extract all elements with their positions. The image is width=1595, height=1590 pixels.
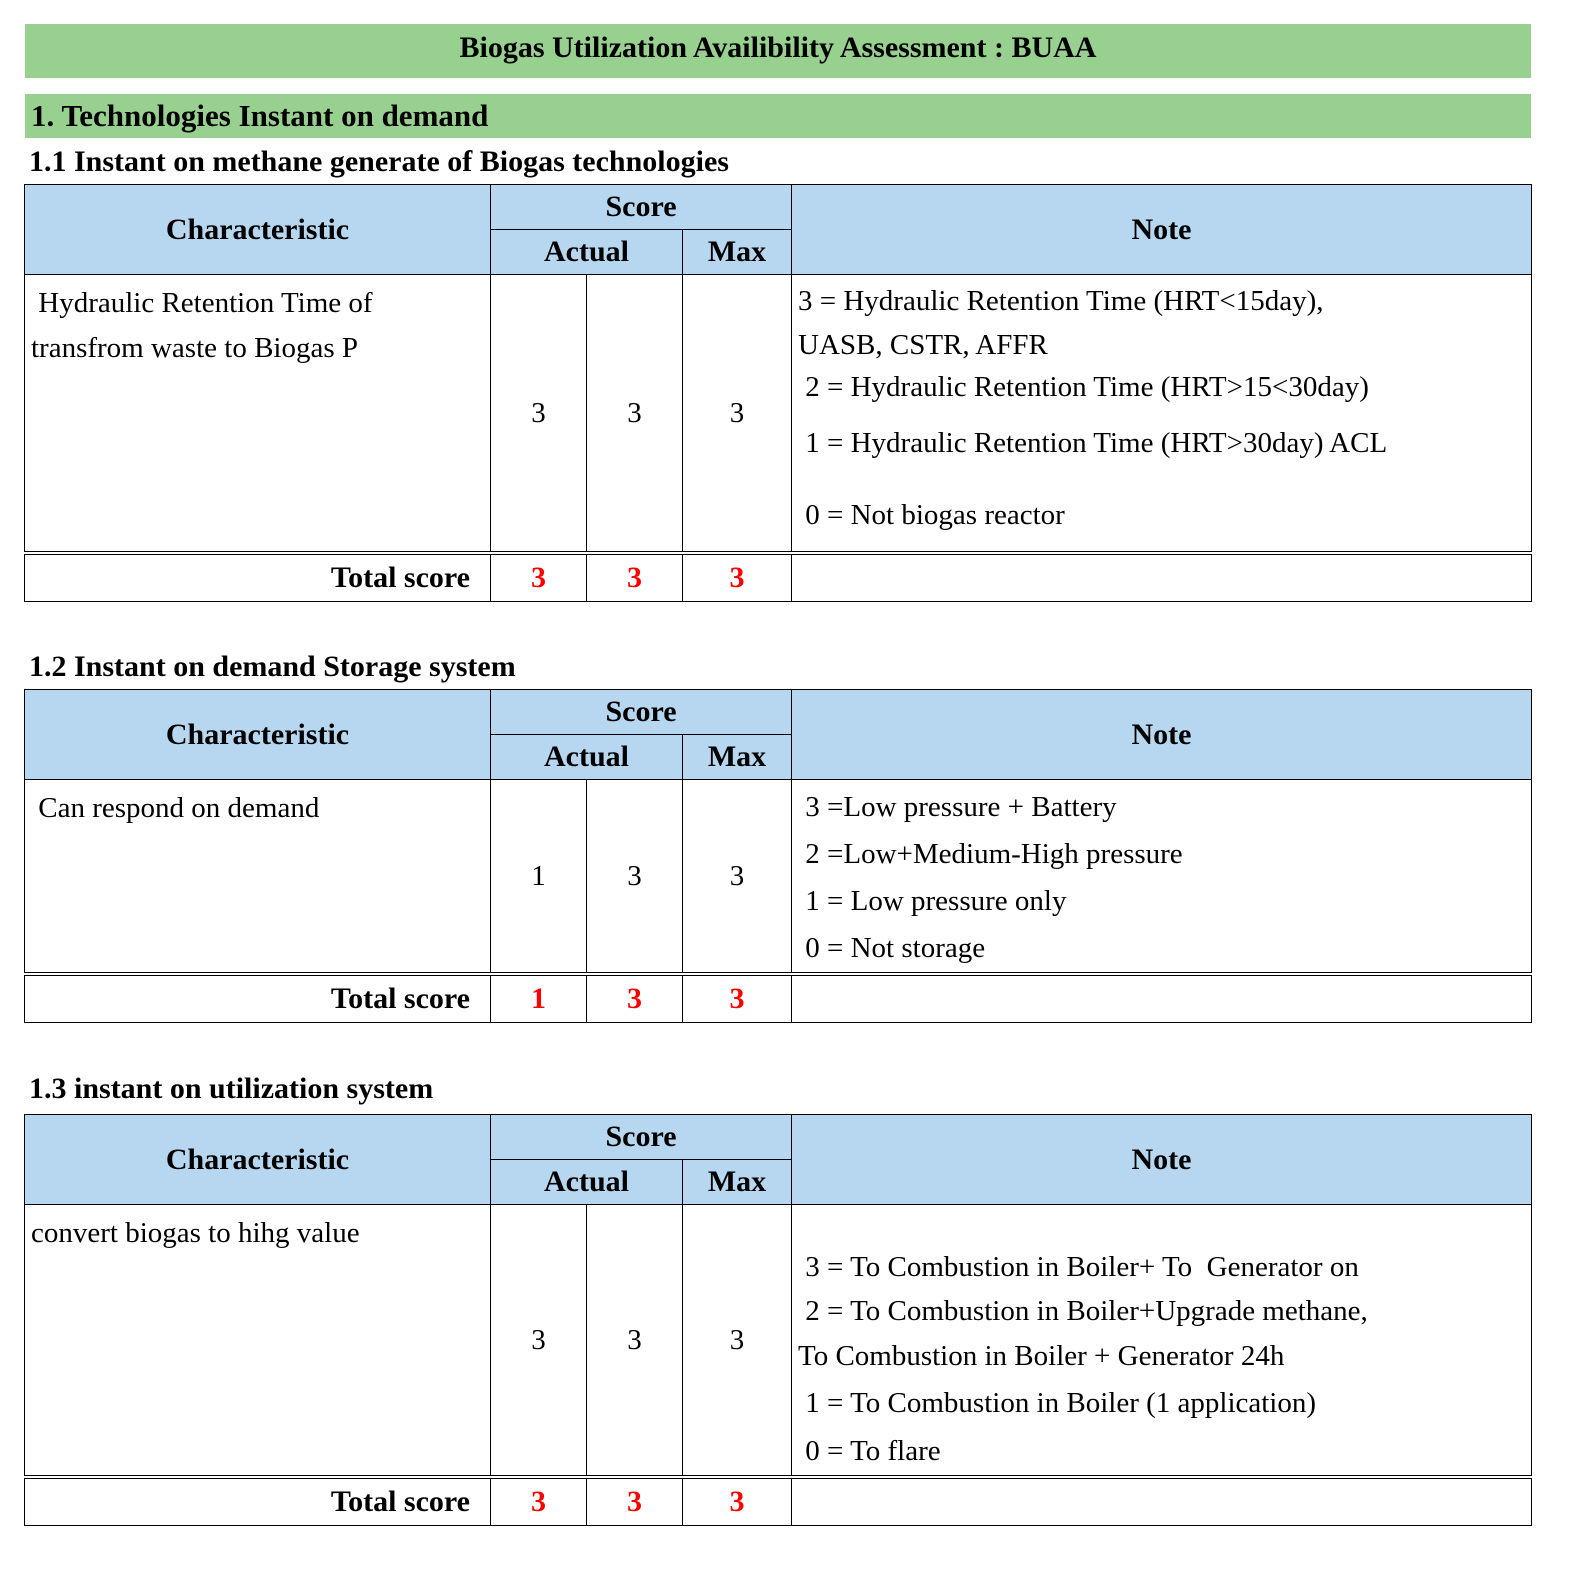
total-actual-2: 3: [587, 1477, 683, 1526]
note-line: 0 = Not biogas reactor: [798, 499, 1065, 531]
section-heading: 1. Technologies Instant on demand: [25, 94, 1531, 138]
characteristic-line: transfrom waste to Biogas P: [31, 332, 359, 364]
total-note-empty: [792, 1477, 1532, 1526]
score-table-1-3: [24, 1114, 1532, 1526]
actual-score-2: 3: [587, 275, 683, 554]
score-table-1-1: [24, 184, 1532, 602]
note-cell: [792, 275, 1532, 554]
total-max: 3: [683, 974, 792, 1023]
note-line: 0 = To flare: [798, 1435, 941, 1467]
note-line: 3 = Hydraulic Retention Time (HRT<15day),: [798, 285, 1324, 317]
header-actual: Actual: [491, 735, 683, 780]
note-line: 1 = Hydraulic Retention Time (HRT>30day) ACL: [798, 427, 1388, 459]
actual-score: 3: [491, 1205, 587, 1478]
total-note-empty: [792, 974, 1532, 1023]
characteristic-line: convert biogas to hihg value: [31, 1217, 360, 1249]
characteristic-line: Hydraulic Retention Time of: [31, 287, 373, 319]
total-actual-2: 3: [587, 974, 683, 1023]
header-score: Score: [491, 1115, 792, 1160]
total-actual: 1: [491, 974, 587, 1023]
total-actual-2: 3: [587, 553, 683, 602]
actual-score: 1: [491, 780, 587, 975]
header-note: Note: [792, 1115, 1532, 1205]
header-score: Score: [491, 185, 792, 230]
total-actual: 3: [491, 1477, 587, 1526]
header-note: Note: [792, 185, 1532, 275]
header-characteristic: Characteristic: [25, 690, 491, 780]
max-score: 3: [683, 780, 792, 975]
score-table-1-2: [24, 689, 1532, 1023]
note-line: 3 = To Combustion in Boiler+ To Generator on: [798, 1251, 1359, 1283]
total-actual: 3: [491, 553, 587, 602]
note-line: 1 = Low pressure only: [798, 885, 1067, 917]
header-characteristic: Characteristic: [25, 185, 491, 275]
characteristic-line: Can respond on demand: [31, 792, 320, 824]
subtitle-1-1: 1.1 Instant on methane generate of Biogas technologies: [29, 145, 729, 178]
note-line: 1 = To Combustion in Boiler (1 application): [798, 1387, 1317, 1419]
header-characteristic: Characteristic: [25, 1115, 491, 1205]
note-line: To Combustion in Boiler + Generator 24h: [798, 1340, 1285, 1372]
actual-score-2: 3: [587, 1205, 683, 1478]
header-max: Max: [683, 735, 792, 780]
header-score: Score: [491, 690, 792, 735]
header-max: Max: [683, 1160, 792, 1205]
note-line: 2 = To Combustion in Boiler+Upgrade methane,: [798, 1295, 1368, 1327]
max-score: 3: [683, 1205, 792, 1478]
note-line: UASB, CSTR, AFFR: [798, 329, 1048, 361]
total-max: 3: [683, 553, 792, 602]
characteristic-cell: [25, 1205, 491, 1478]
total-max: 3: [683, 1477, 792, 1526]
actual-score: 3: [491, 275, 587, 554]
header-note: Note: [792, 690, 1532, 780]
actual-score-2: 3: [587, 780, 683, 975]
note-line: 2 =Low+Medium-High pressure: [798, 838, 1183, 870]
subtitle-1-2: 1.2 Instant on demand Storage system: [29, 650, 516, 683]
note-cell: [792, 780, 1532, 975]
total-note-empty: [792, 553, 1532, 602]
note-line: 2 = Hydraulic Retention Time (HRT>15<30day): [798, 371, 1369, 403]
characteristic-cell: [25, 275, 491, 554]
note-line: 3 =Low pressure + Battery: [798, 791, 1117, 823]
note-cell: [792, 1205, 1532, 1478]
document-title: Biogas Utilization Availibility Assessment : BUAA: [25, 24, 1531, 78]
max-score: 3: [683, 275, 792, 554]
note-line: 0 = Not storage: [798, 932, 986, 964]
characteristic-cell: [25, 780, 491, 975]
total-score-label: Total score: [25, 974, 491, 1023]
header-actual: Actual: [491, 1160, 683, 1205]
total-score-label: Total score: [25, 553, 491, 602]
header-max: Max: [683, 230, 792, 275]
header-actual: Actual: [491, 230, 683, 275]
subtitle-1-3: 1.3 instant on utilization system: [29, 1072, 434, 1105]
total-score-label: Total score: [25, 1477, 491, 1526]
